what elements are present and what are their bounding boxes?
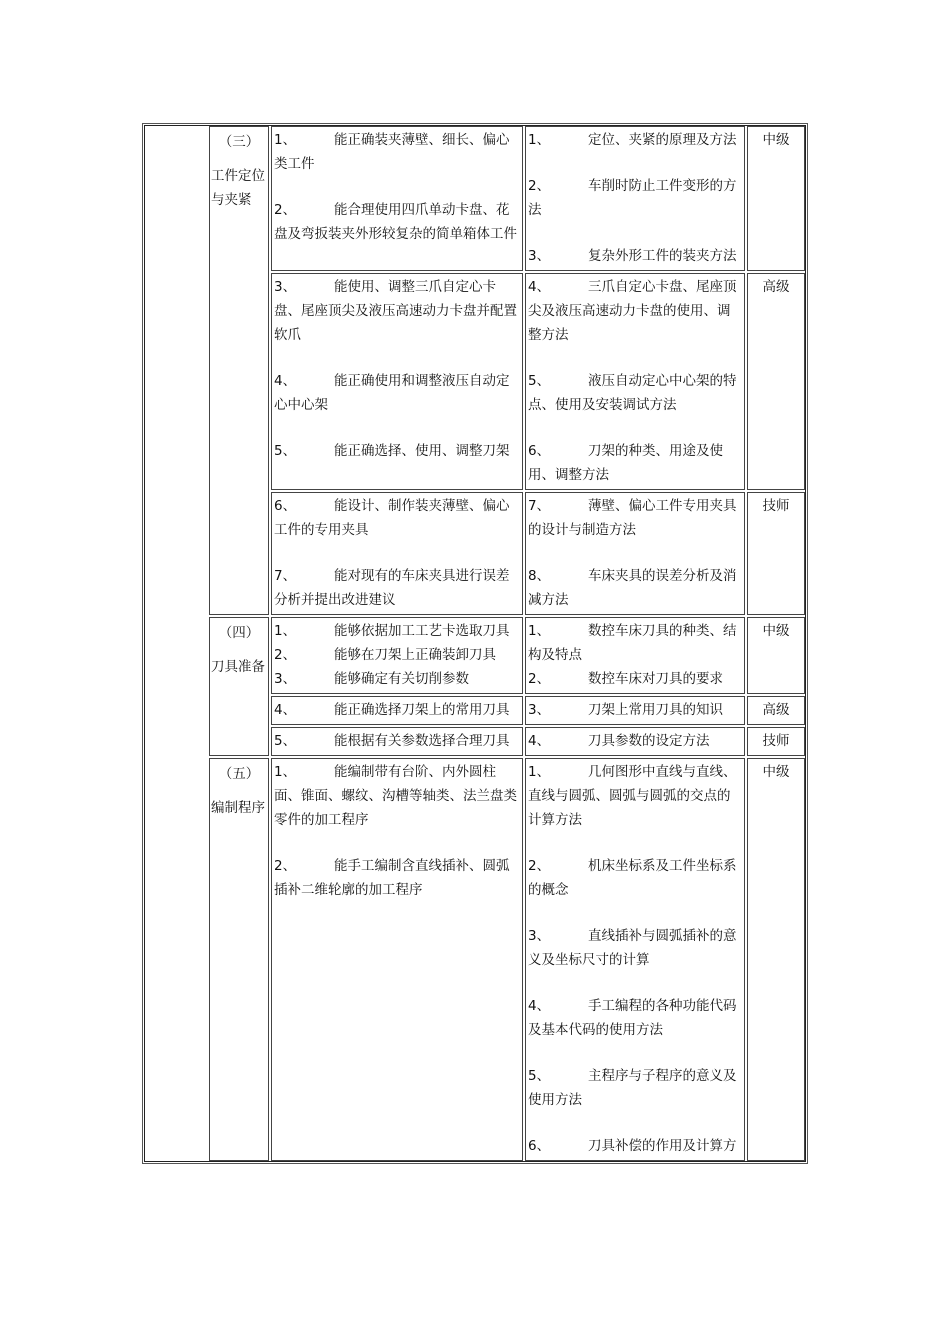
section-number: （四） <box>218 625 260 641</box>
section-number: （三） <box>218 134 260 150</box>
skills-item <box>274 698 520 722</box>
item-number: 5、 <box>528 373 551 389</box>
item-text: 几何图形中直线与直线、直线与圆弧、圆弧与圆弧的交点的计算方法 <box>528 764 737 828</box>
item-text: 复杂外形工件的装夹方法 <box>588 248 737 264</box>
skills-cell <box>271 617 523 694</box>
knowledge-item <box>528 619 742 667</box>
item-text: 刀架上常用刀具的知识 <box>588 702 723 718</box>
item-number: 4、 <box>528 279 551 295</box>
skills-item <box>274 619 520 643</box>
skills-item <box>274 564 520 612</box>
item-text: 能编制带有台阶、内外圆柱面、锥面、螺纹、沟槽等轴类、法兰盘类零件的加工程序 <box>274 764 517 828</box>
section-number: （五） <box>218 766 260 782</box>
item-text: 机床坐标系及工件坐标系的概念 <box>528 858 737 898</box>
item-number: 1、 <box>528 132 551 148</box>
knowledge-item <box>528 494 742 542</box>
section-name: 编制程序 <box>211 800 265 816</box>
knowledge-item <box>528 564 742 612</box>
item-number: 4、 <box>274 702 297 718</box>
knowledge-cell <box>525 273 745 490</box>
knowledge-item <box>528 1134 742 1158</box>
item-text: 数控车床对刀具的要求 <box>588 671 723 687</box>
skills-item <box>274 275 520 347</box>
section-title-cell <box>209 758 269 1161</box>
skills-cell <box>271 696 523 725</box>
section-title-cell <box>209 126 269 615</box>
item-number: 2、 <box>274 647 297 663</box>
skills-item <box>274 494 520 542</box>
item-number: 1、 <box>528 623 551 639</box>
item-text: 能设计、制作装夹薄壁、偏心工件的专用夹具 <box>274 498 510 538</box>
item-text: 主程序与子程序的意义及使用方法 <box>528 1068 737 1108</box>
item-text: 能正确装夹薄壁、细长、偏心类工件 <box>274 132 510 172</box>
knowledge-item <box>528 1064 742 1112</box>
item-number: 2、 <box>274 202 297 218</box>
knowledge-item <box>528 275 742 347</box>
item-number: 2、 <box>274 858 297 874</box>
knowledge-item <box>528 924 742 972</box>
knowledge-item <box>528 729 742 753</box>
item-number: 5、 <box>274 443 297 459</box>
item-number: 3、 <box>528 248 551 264</box>
item-number: 4、 <box>528 998 551 1014</box>
knowledge-item <box>528 128 742 152</box>
level-cell: 高级 <box>747 696 805 725</box>
item-number: 3、 <box>274 671 297 687</box>
knowledge-item <box>528 698 742 722</box>
skills-cell <box>271 727 523 756</box>
section-title-cell <box>209 617 269 756</box>
item-number: 4、 <box>528 733 551 749</box>
knowledge-cell <box>525 696 745 725</box>
item-number: 3、 <box>528 928 551 944</box>
item-number: 1、 <box>274 132 297 148</box>
item-text: 能够确定有关切削参数 <box>334 671 469 687</box>
item-number: 1、 <box>274 623 297 639</box>
item-number: 2、 <box>528 671 551 687</box>
skills-item <box>274 760 520 832</box>
level-cell: 技师 <box>747 492 805 615</box>
knowledge-cell <box>525 727 745 756</box>
skills-item <box>274 854 520 902</box>
level-cell: 中级 <box>747 617 805 694</box>
requirements-table-wrapper <box>142 123 808 1164</box>
item-text: 能对现有的车床夹具进行误差分析并提出改进建议 <box>274 568 510 608</box>
skills-item <box>274 729 520 753</box>
section-name: 工件定位与夹紧 <box>211 168 265 208</box>
item-number: 8、 <box>528 568 551 584</box>
item-text: 三爪自定心卡盘、尾座顶尖及液压高速动力卡盘的使用、调整方法 <box>528 279 737 343</box>
skills-cell <box>271 492 523 615</box>
item-text: 能正确选择、使用、调整刀架 <box>334 443 510 459</box>
item-text: 能正确选择刀架上的常用刀具 <box>334 702 510 718</box>
knowledge-item <box>528 174 742 222</box>
item-text: 车削时防止工件变形的方法 <box>528 178 737 218</box>
skills-item <box>274 198 520 246</box>
item-text: 能使用、调整三爪自定心卡盘、尾座顶尖及液压高速动力卡盘并配置软爪 <box>274 279 517 343</box>
item-text: 定位、夹紧的原理及方法 <box>588 132 737 148</box>
item-number: 4、 <box>274 373 297 389</box>
item-text: 刀具补偿的作用及计算方 <box>588 1138 737 1154</box>
level-cell: 中级 <box>747 758 805 1161</box>
table-row <box>145 758 805 1161</box>
requirements-table <box>142 123 808 1164</box>
item-number: 1、 <box>274 764 297 780</box>
table-row <box>145 126 805 271</box>
knowledge-cell <box>525 617 745 694</box>
item-text: 能够依据加工工艺卡选取刀具 <box>334 623 510 639</box>
item-text: 能合理使用四爪单动卡盘、花盘及弯扳装夹外形较复杂的简单箱体工件 <box>274 202 517 242</box>
table-row <box>145 617 805 694</box>
item-text: 液压自动定心中心架的特点、使用及安装调试方法 <box>528 373 737 413</box>
item-number: 2、 <box>528 178 551 194</box>
level-cell: 技师 <box>747 727 805 756</box>
knowledge-cell <box>525 758 745 1161</box>
item-number: 3、 <box>528 702 551 718</box>
item-number: 1、 <box>528 764 551 780</box>
item-number: 6、 <box>274 498 297 514</box>
knowledge-item <box>528 667 742 691</box>
knowledge-cell <box>525 492 745 615</box>
requirements-table-body <box>145 126 805 1161</box>
item-text: 薄壁、偏心工件专用夹具的设计与制造方法 <box>528 498 737 538</box>
item-number: 6、 <box>528 443 551 459</box>
section-name: 刀具准备 <box>211 659 265 675</box>
knowledge-cell <box>525 126 745 271</box>
item-number: 3、 <box>274 279 297 295</box>
item-number: 2、 <box>528 858 551 874</box>
item-number: 5、 <box>274 733 297 749</box>
item-number: 7、 <box>274 568 297 584</box>
knowledge-item <box>528 994 742 1042</box>
knowledge-item <box>528 854 742 902</box>
item-number: 6、 <box>528 1138 551 1154</box>
knowledge-item <box>528 760 742 832</box>
knowledge-item <box>528 439 742 487</box>
knowledge-item <box>528 244 742 268</box>
item-text: 手工编程的各种功能代码及基本代码的使用方法 <box>528 998 737 1038</box>
knowledge-item <box>528 369 742 417</box>
blank-column <box>145 126 207 1161</box>
item-text: 能手工编制含直线插补、圆弧插补二维轮廓的加工程序 <box>274 858 510 898</box>
item-text: 能够在刀架上正确装卸刀具 <box>334 647 496 663</box>
item-text: 直线插补与圆弧插补的意义及坐标尺寸的计算 <box>528 928 737 968</box>
item-text: 刀具参数的设定方法 <box>588 733 710 749</box>
item-text: 能正确使用和调整液压自动定心中心架 <box>274 373 510 413</box>
item-number: 7、 <box>528 498 551 514</box>
skills-item <box>274 667 520 691</box>
skills-item <box>274 369 520 417</box>
item-text: 刀架的种类、用途及使用、调整方法 <box>528 443 723 483</box>
item-number: 5、 <box>528 1068 551 1084</box>
skills-cell <box>271 758 523 1161</box>
item-text: 车床夹具的误差分析及消减方法 <box>528 568 737 608</box>
level-cell: 中级 <box>747 126 805 271</box>
skills-item <box>274 439 520 463</box>
level-cell: 高级 <box>747 273 805 490</box>
item-text: 能根据有关参数选择合理刀具 <box>334 733 510 749</box>
item-text: 数控车床刀具的种类、结构及特点 <box>528 623 737 663</box>
skills-cell <box>271 126 523 271</box>
skills-cell <box>271 273 523 490</box>
skills-item <box>274 128 520 176</box>
skills-item <box>274 643 520 667</box>
